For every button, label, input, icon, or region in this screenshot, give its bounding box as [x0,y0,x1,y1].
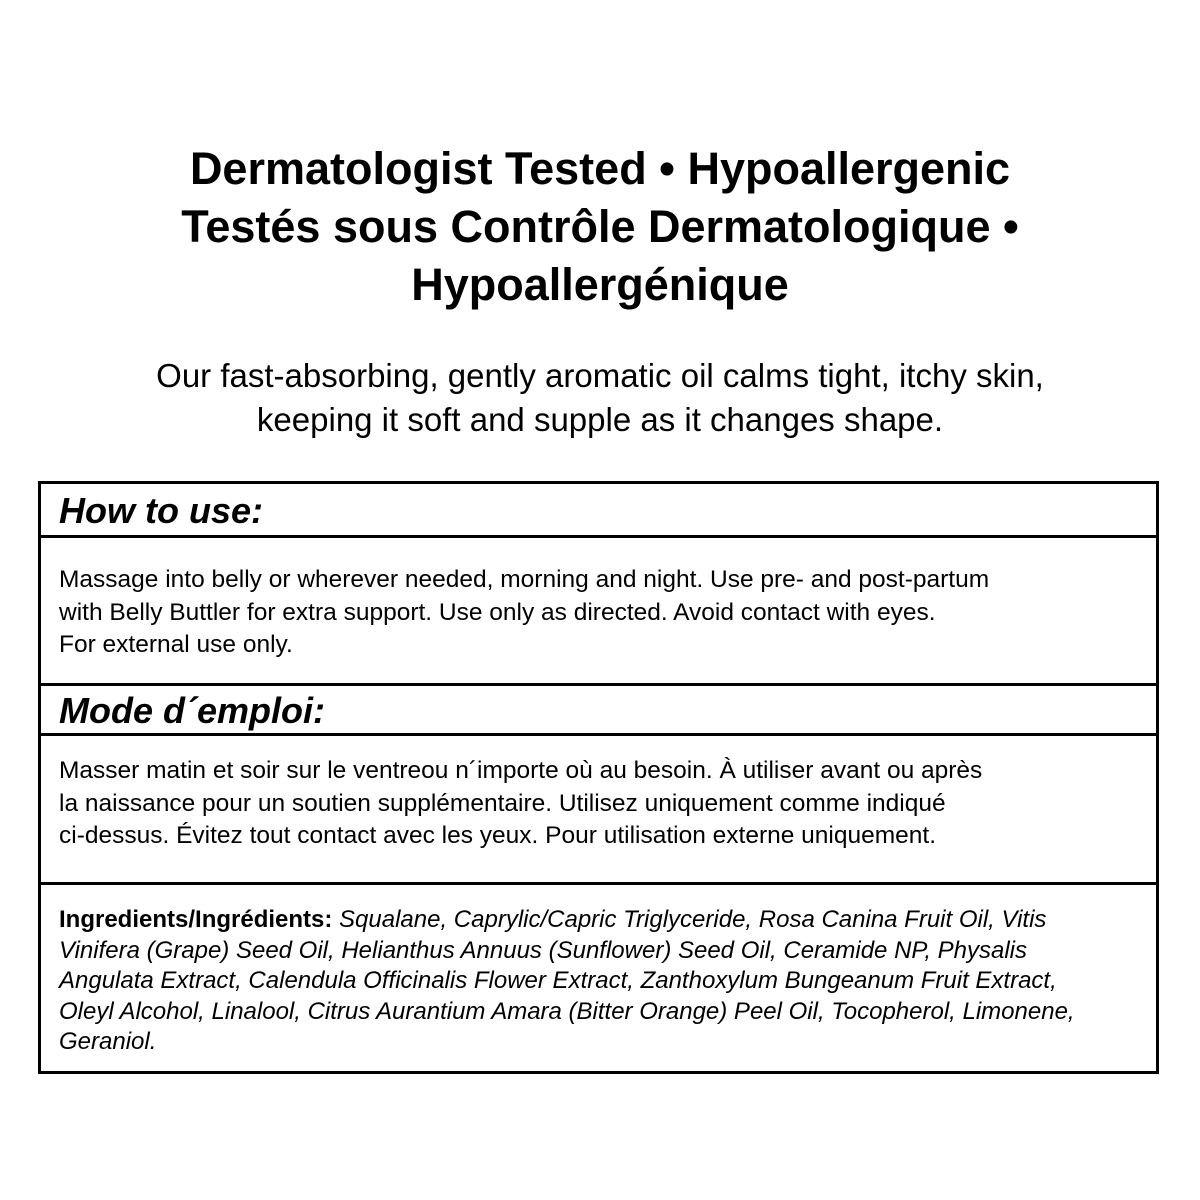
headline-line: Hypoallergénique [411,259,789,310]
ingredients-first-line: Squalane, Caprylic/Capric Triglyceride, Rosa Canina Fruit Oil, Vitis [332,906,1047,933]
product-description [0,354,1200,442]
description-line: keeping it soft and supple as it changes shape. [256,401,944,438]
how-to-use-text [59,564,1139,662]
text-line: Masser matin et soir sur le ventreou n´importe où au besoin. À utiliser avant ou après [59,757,983,784]
info-box [38,481,1159,1074]
text-line: with Belly Buttler for extra support. Use only as directed. Avoid contact with eyes. [59,598,936,626]
text-line: Massage into belly or wherever needed, morning and night. Use pre- and post-partum [59,566,990,593]
text-line: For external use only. [59,631,293,658]
ingredients-line: Oleyl Alcohol, Linalool, Citrus Aurantium Amara (Bitter Orange) Peel Oil, Tocopherol, Limonene, [59,997,1075,1025]
mode-emploi-heading: Mode d´emploi: [59,690,325,731]
text-line: ci-dessus. Évitez tout contact avec les yeux. Pour utilisation externe uniquement. [59,822,937,849]
ingredients-line: Angulata Extract, Calendula Officinalis Flower Extract, Zanthoxylum Bungeanum Fruit Extract, [59,967,1057,994]
divider [41,733,1156,736]
headline-line: Dermatologist Tested • Hypoallergenic [189,143,1011,194]
text-line: la naissance pour un soutien supplémentaire. Utilisez uniquement comme indiqué [59,789,946,817]
ingredients-label: Ingredients/Ingrédients: [59,906,333,933]
divider [41,683,1156,686]
ingredients-list [59,905,1139,1058]
description-line: Our fast-absorbing, gently aromatic oil calms tight, itchy skin, [156,357,1044,394]
ingredients-line: Geraniol. [59,1028,157,1055]
mode-emploi-text [59,755,1139,853]
divider [41,882,1156,885]
headline [0,140,1200,314]
headline-line: Testés sous Contrôle Dermatologique • [181,201,1019,252]
divider [41,535,1156,538]
how-to-use-heading: How to use: [59,490,263,531]
ingredients-line: Vinifera (Grape) Seed Oil, Helianthus Annuus (Sunflower) Seed Oil, Ceramide NP, Physalis [59,936,1028,964]
